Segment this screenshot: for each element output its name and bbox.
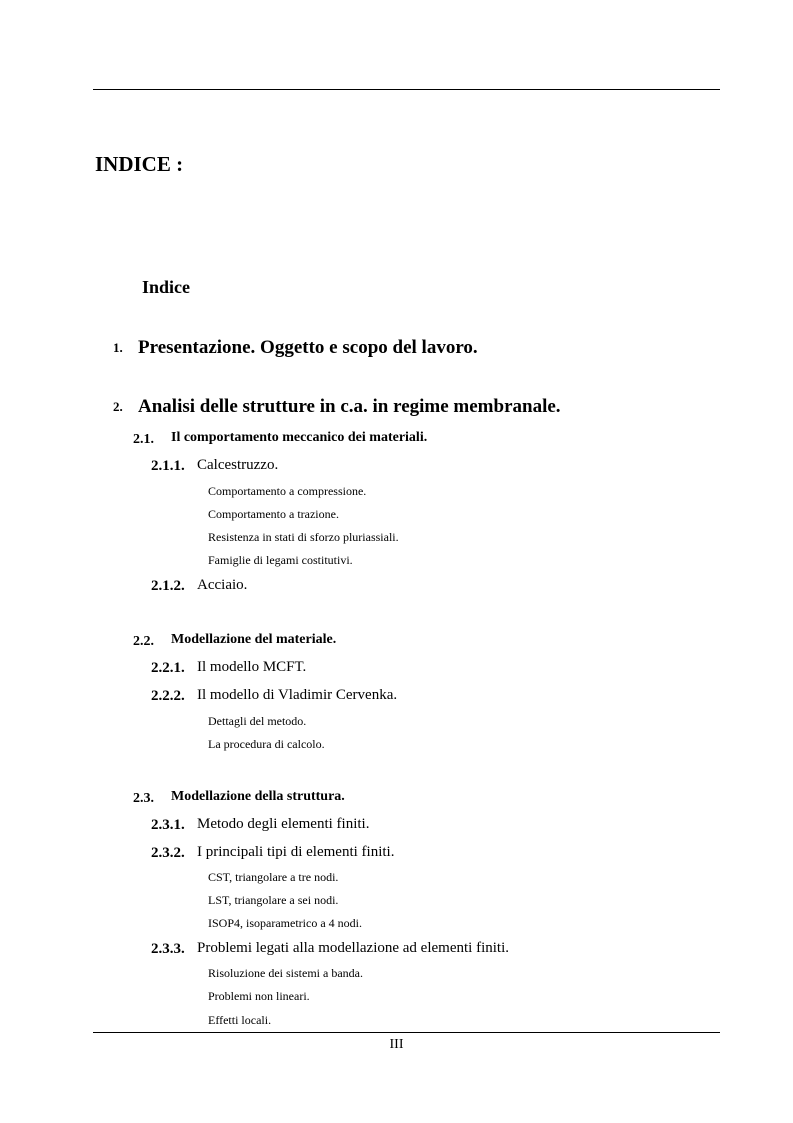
toc-subsubsection-2-3-1[interactable] (151, 816, 370, 833)
subsection-number: 2.2. (133, 634, 154, 649)
toc-subsection-2-3[interactable] (133, 789, 345, 806)
subsection-title: Modellazione della struttura. (171, 789, 345, 804)
toc-item[interactable]: ISOP4, isoparametrico a 4 nodi. (208, 916, 362, 930)
toc-item[interactable]: LST, triangolare a sei nodi. (208, 893, 339, 907)
subsection-number: 2.3. (133, 791, 154, 806)
toc-subsection-2-2[interactable] (133, 632, 337, 649)
toc-item[interactable]: CST, triangolare a tre nodi. (208, 870, 339, 884)
section-title: Presentazione. Oggetto e scopo del lavoro. (138, 337, 478, 358)
subsubsection-number: 2.3.1. (151, 817, 185, 833)
toc-subsubsection-2-2-1[interactable] (151, 659, 307, 676)
index-subtitle: Indice (142, 277, 191, 297)
page-title: INDICE : (95, 152, 184, 176)
subsubsection-title: Problemi legati alla modellazione ad elementi finiti. (197, 940, 509, 956)
toc-item[interactable]: La procedura di calcolo. (208, 737, 325, 751)
subsubsection-number: 2.1.2. (151, 578, 185, 594)
footer-rule (93, 1032, 720, 1033)
toc-item[interactable]: Risoluzione dei sistemi a banda. (208, 966, 363, 980)
toc-subsubsection-2-3-3[interactable] (151, 940, 509, 957)
section-number: 1. (113, 340, 123, 355)
subsubsection-number: 2.3.2. (151, 845, 185, 861)
toc-section-1[interactable] (113, 337, 478, 358)
subsubsection-title: Il modello MCFT. (197, 659, 307, 675)
subsubsection-title: Acciaio. (197, 577, 248, 593)
toc-item[interactable]: Famiglie di legami costitutivi. (208, 553, 353, 567)
subsubsection-number: 2.3.3. (151, 941, 185, 957)
page-number: III (389, 1037, 404, 1052)
toc-item[interactable]: Effetti locali. (208, 1013, 272, 1027)
header-rule (93, 89, 720, 90)
toc-item[interactable]: Comportamento a compressione. (208, 484, 367, 498)
toc-item[interactable]: Comportamento a trazione. (208, 507, 339, 521)
subsubsection-number: 2.2.1. (151, 660, 185, 676)
toc-subsubsection-2-2-2[interactable] (151, 687, 398, 704)
section-number: 2. (113, 399, 123, 414)
toc-item[interactable]: Dettagli del metodo. (208, 714, 307, 728)
section-title: Analisi delle strutture in c.a. in regime membranale. (138, 396, 561, 417)
toc-subsubsection-2-3-2[interactable] (151, 844, 395, 861)
toc-subsection-2-1[interactable] (133, 430, 428, 447)
toc-item[interactable]: Problemi non lineari. (208, 989, 310, 1003)
toc-subsubsection-2-1-1[interactable] (151, 457, 279, 474)
toc-subsubsection-2-1-2[interactable] (151, 577, 248, 594)
subsubsection-title: Calcestruzzo. (197, 457, 279, 473)
subsection-title: Modellazione del materiale. (171, 632, 337, 647)
toc-section-2[interactable] (113, 396, 561, 417)
subsubsection-title: Metodo degli elementi finiti. (197, 816, 370, 832)
subsection-title: Il comportamento meccanico dei materiali. (171, 430, 428, 445)
subsubsection-number: 2.2.2. (151, 688, 185, 704)
toc-item[interactable]: Resistenza in stati di sforzo pluriassiali. (208, 530, 399, 544)
subsubsection-number: 2.1.1. (151, 458, 185, 474)
subsubsection-title: Il modello di Vladimir Cervenka. (197, 687, 398, 703)
subsubsection-title: I principali tipi di elementi finiti. (197, 844, 395, 860)
subsection-number: 2.1. (133, 432, 154, 447)
